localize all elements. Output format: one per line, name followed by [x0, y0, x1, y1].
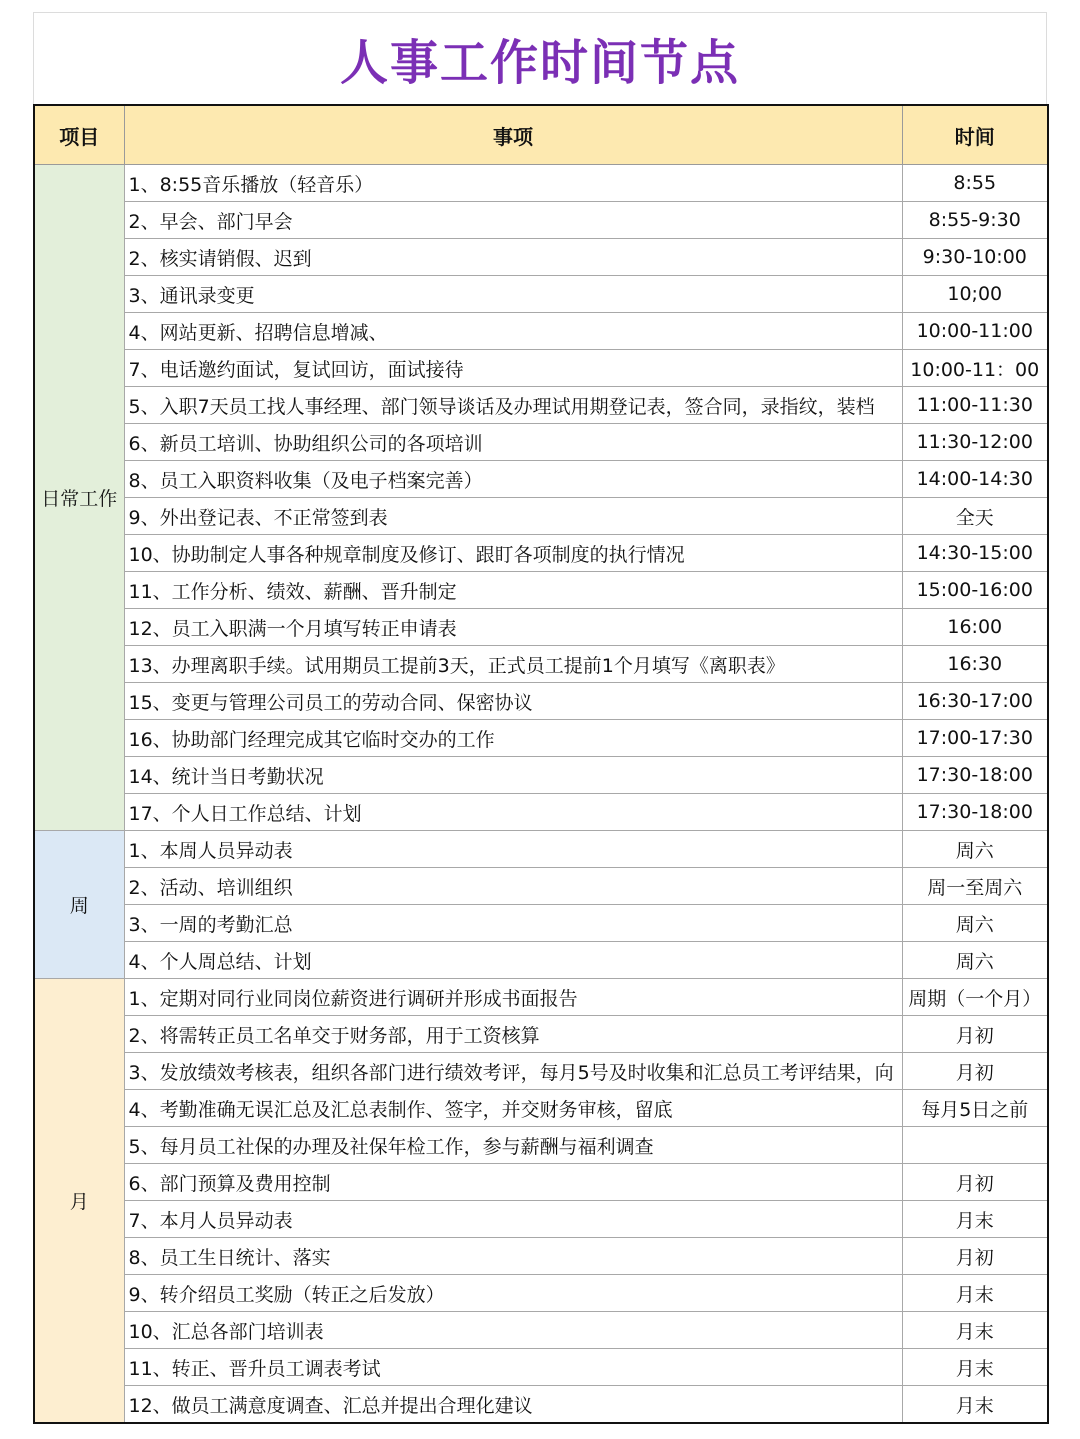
time-cell: 16:30-17:00 [902, 683, 1048, 720]
time-cell: 月初 [902, 1053, 1048, 1090]
time-cell: 15:00-16:00 [902, 572, 1048, 609]
time-cell: 10:00-11：00 [902, 350, 1048, 387]
table-row [34, 683, 1048, 720]
item-cell: 2、将需转正员工名单交于财务部，用于工资核算 [124, 1016, 902, 1053]
table-row [34, 720, 1048, 757]
table-row [34, 461, 1048, 498]
time-cell: 11:30-12:00 [902, 424, 1048, 461]
time-cell: 周六 [902, 905, 1048, 942]
time-cell: 14:30-15:00 [902, 535, 1048, 572]
time-cell: 月末 [902, 1386, 1048, 1424]
time-cell: 17:30-18:00 [902, 757, 1048, 794]
table-row [34, 794, 1048, 831]
table-row [34, 1238, 1048, 1275]
item-cell: 6、部门预算及费用控制 [124, 1164, 902, 1201]
time-cell: 8:55 [902, 165, 1048, 202]
item-cell: 10、汇总各部门培训表 [124, 1312, 902, 1349]
item-cell: 5、入职7天员工找人事经理、部门领导谈话及办理试用期登记表，签合同，录指纹，装档 [124, 387, 902, 424]
time-cell: 10;00 [902, 276, 1048, 313]
time-cell: 月初 [902, 1164, 1048, 1201]
item-cell: 3、通讯录变更 [124, 276, 902, 313]
table-row [34, 868, 1048, 905]
item-cell: 8、员工生日统计、落实 [124, 1238, 902, 1275]
time-cell: 14:00-14:30 [902, 461, 1048, 498]
item-cell: 9、转介绍员工奖励（转正之后发放） [124, 1275, 902, 1312]
table-row [34, 1275, 1048, 1312]
table-row [34, 572, 1048, 609]
item-cell: 4、个人周总结、计划 [124, 942, 902, 979]
category-daily-cell: 日常工作 [34, 165, 124, 831]
table-row [34, 1201, 1048, 1238]
time-cell: 周一至周六 [902, 868, 1048, 905]
item-cell: 11、工作分析、绩效、薪酬、晋升制定 [124, 572, 902, 609]
item-cell: 17、个人日工作总结、计划 [124, 794, 902, 831]
item-cell: 10、协助制定人事各种规章制度及修订、跟盯各项制度的执行情况 [124, 535, 902, 572]
table-row [34, 831, 1048, 868]
table-row [34, 1090, 1048, 1127]
time-cell: 16:30 [902, 646, 1048, 683]
item-cell: 12、员工入职满一个月填写转正申请表 [124, 609, 902, 646]
time-cell: 周期（一个月） [902, 979, 1048, 1016]
time-cell: 月末 [902, 1201, 1048, 1238]
time-cell: 每月5日之前 [902, 1090, 1048, 1127]
table-row [34, 202, 1048, 239]
table-row [34, 313, 1048, 350]
table-row [34, 1053, 1048, 1090]
time-cell: 月初 [902, 1016, 1048, 1053]
table-header [34, 105, 1048, 165]
time-cell: 月末 [902, 1275, 1048, 1312]
table-row [34, 1127, 1048, 1164]
table-row [34, 350, 1048, 387]
table-row [34, 979, 1048, 1016]
item-cell: 9、外出登记表、不正常签到表 [124, 498, 902, 535]
item-cell: 12、做员工满意度调查、汇总并提出合理化建议 [124, 1386, 902, 1424]
time-cell: 17:00-17:30 [902, 720, 1048, 757]
table-row [34, 1312, 1048, 1349]
table-row [34, 387, 1048, 424]
time-cell: 月末 [902, 1312, 1048, 1349]
schedule-sheet [33, 12, 1047, 1428]
item-cell: 1、8:55音乐播放（轻音乐） [124, 165, 902, 202]
time-cell: 11:00-11:30 [902, 387, 1048, 424]
table-row [34, 1386, 1048, 1424]
item-cell: 7、电话邀约面试，复试回访，面试接待 [124, 350, 902, 387]
table-row [34, 276, 1048, 313]
table-body [34, 165, 1048, 1424]
item-cell: 5、每月员工社保的办理及社保年检工作，参与薪酬与福利调查 [124, 1127, 902, 1164]
item-cell: 8、员工入职资料收集（及电子档案完善） [124, 461, 902, 498]
header-time: 时间 [902, 105, 1048, 165]
time-cell: 8:55-9:30 [902, 202, 1048, 239]
table-row [34, 1349, 1048, 1386]
category-month-cell: 月 [34, 979, 124, 1424]
time-cell: 16:00 [902, 609, 1048, 646]
table-row [34, 942, 1048, 979]
table-row [34, 424, 1048, 461]
item-cell: 4、考勤准确无误汇总及汇总表制作、签字，并交财务审核，留底 [124, 1090, 902, 1127]
header-category: 项目 [34, 105, 124, 165]
item-cell: 1、定期对同行业同岗位薪资进行调研并形成书面报告 [124, 979, 902, 1016]
item-cell: 3、发放绩效考核表，组织各部门进行绩效考评，每月5号及时收集和汇总员工考评结果，向 [124, 1053, 902, 1090]
item-cell: 6、新员工培训、协助组织公司的各项培训 [124, 424, 902, 461]
table-row [34, 905, 1048, 942]
item-cell: 7、本月人员异动表 [124, 1201, 902, 1238]
item-cell: 15、变更与管理公司员工的劳动合同、保密协议 [124, 683, 902, 720]
table-row [34, 165, 1048, 202]
time-cell: 月末 [902, 1349, 1048, 1386]
item-cell: 4、网站更新、招聘信息增减、 [124, 313, 902, 350]
item-cell: 2、早会、部门早会 [124, 202, 902, 239]
item-cell: 13、办理离职手续。试用期员工提前3天，正式员工提前1个月填写《离职表》 [124, 646, 902, 683]
table-row [34, 757, 1048, 794]
title-bar [33, 12, 1047, 104]
header-row [34, 105, 1048, 165]
time-cell: 周六 [902, 942, 1048, 979]
item-cell: 14、统计当日考勤状况 [124, 757, 902, 794]
time-cell: 17:30-18:00 [902, 794, 1048, 831]
table-row [34, 609, 1048, 646]
time-cell: 9:30-10:00 [902, 239, 1048, 276]
header-item: 事项 [124, 105, 902, 165]
category-week-cell: 周 [34, 831, 124, 979]
item-cell: 11、转正、晋升员工调表考试 [124, 1349, 902, 1386]
table-row [34, 646, 1048, 683]
item-cell: 3、一周的考勤汇总 [124, 905, 902, 942]
item-cell: 1、本周人员异动表 [124, 831, 902, 868]
item-cell: 16、协助部门经理完成其它临时交办的工作 [124, 720, 902, 757]
item-cell: 2、活动、培训组织 [124, 868, 902, 905]
time-cell: 10:00-11:00 [902, 313, 1048, 350]
table-row [34, 535, 1048, 572]
table-row [34, 498, 1048, 535]
table-row [34, 1164, 1048, 1201]
time-cell [902, 1127, 1048, 1164]
page-title: 人事工作时间节点 [339, 35, 740, 91]
table-row [34, 1016, 1048, 1053]
table-row [34, 239, 1048, 276]
item-cell: 2、核实请销假、迟到 [124, 239, 902, 276]
time-cell: 全天 [902, 498, 1048, 535]
time-cell: 月初 [902, 1238, 1048, 1275]
time-cell: 周六 [902, 831, 1048, 868]
schedule-table [33, 104, 1049, 1424]
